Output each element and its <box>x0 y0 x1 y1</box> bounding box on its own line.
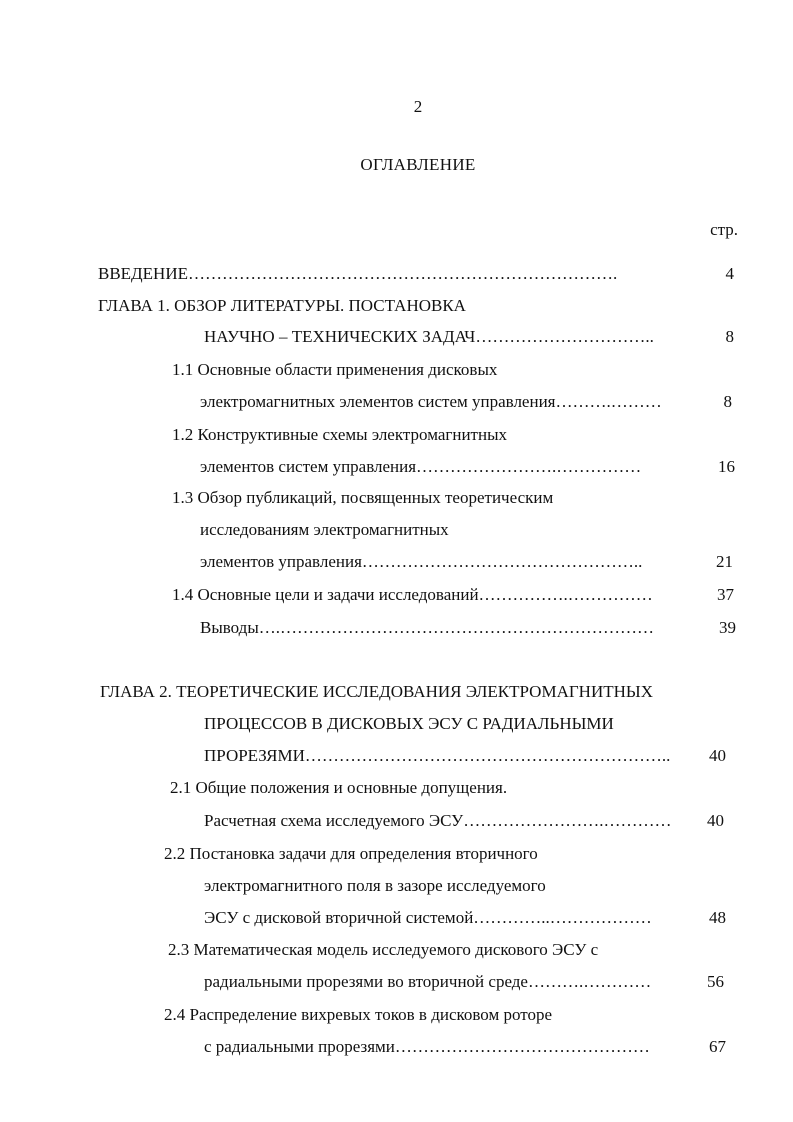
toc-entry-page: 48 <box>709 908 726 927</box>
toc-entry-page: 37 <box>717 585 734 604</box>
toc-entry-text: Расчетная схема исследуемого ЭСУ…………………….………… <box>204 811 672 830</box>
toc-entry-page: 21 <box>716 552 733 571</box>
toc-entry-page: 8 <box>725 327 734 346</box>
toc-entry-text: 2.3 Математическая модель исследуемого дискового ЭСУ с <box>168 940 599 959</box>
toc-entry-text: 1.2 Конструктивные схемы электромагнитных <box>172 425 507 444</box>
toc-entry-text: НАУЧНО – ТЕХНИЧЕСКИХ ЗАДАЧ………………………….. <box>204 327 654 346</box>
toc-entry-page: 56 <box>707 972 724 991</box>
toc-entry-text: электромагнитных элементов систем управления……….……… <box>200 392 662 411</box>
page-title: ОГЛАВЛЕНИЕ <box>360 155 476 174</box>
toc-entry-text: ВВЕДЕНИЕ…………………………………………………………………. <box>98 264 618 283</box>
pages-column-label: стр. <box>710 220 738 239</box>
toc-entry-text: радиальными прорезями во вторичной среде……….………… <box>204 972 652 991</box>
toc-entry-text: с радиальными прорезями……………………………………… <box>204 1037 650 1056</box>
toc-entry-page: 4 <box>725 264 734 283</box>
toc-entry-text: электромагнитного поля в зазоре исследуемого <box>204 876 546 895</box>
toc-entry-page: 67 <box>709 1037 726 1056</box>
toc-entry-page: 8 <box>723 392 732 411</box>
toc-entry-text: 2.2 Постановка задачи для определения вторичного <box>164 844 538 863</box>
toc-entry-text: 1.1 Основные области применения дисковых <box>172 360 498 379</box>
toc-entry-text: ПРОЦЕССОВ В ДИСКОВЫХ ЭСУ С РАДИАЛЬНЫМИ <box>204 714 614 733</box>
toc-entry-text: 2.4 Распределение вихревых токов в дисковом роторе <box>164 1005 553 1024</box>
toc-entry-text: элементов систем управления…………………….…………… <box>200 457 642 476</box>
toc-entry-page: 40 <box>709 746 726 765</box>
toc-entry-text: ПРОРЕЗЯМИ……………………………………………………….. <box>204 746 671 765</box>
toc-entry-text: 1.3 Обзор публикаций, посвященных теоретическим <box>172 488 554 507</box>
toc-entry-page: 39 <box>719 618 736 637</box>
toc-entry-page: 40 <box>707 811 724 830</box>
toc-entry-page: 16 <box>718 457 735 476</box>
page-number: 2 <box>413 97 423 116</box>
toc-entry-text: элементов управления………………………………………….. <box>200 552 643 571</box>
toc-entry-text: ГЛАВА 1. ОБЗОР ЛИТЕРАТУРЫ. ПОСТАНОВКА <box>98 296 466 315</box>
toc-entry-text: 2.1 Общие положения и основные допущения. <box>170 778 508 797</box>
toc-entry-text: исследованиям электромагнитных <box>200 520 449 539</box>
toc-entry-text: ГЛАВА 2. ТЕОРЕТИЧЕСКИЕ ИССЛЕДОВАНИЯ ЭЛЕКТРОМАГНИТНЫХ <box>100 682 653 701</box>
toc-entry-text: 1.4 Основные цели и задачи исследований…………….…………… <box>172 585 653 604</box>
toc-entry-text: ЭСУ с дисковой вторичной системой…………..……………… <box>204 908 652 927</box>
toc-entry-text: Выводы….………………………………………………………… <box>200 618 655 637</box>
